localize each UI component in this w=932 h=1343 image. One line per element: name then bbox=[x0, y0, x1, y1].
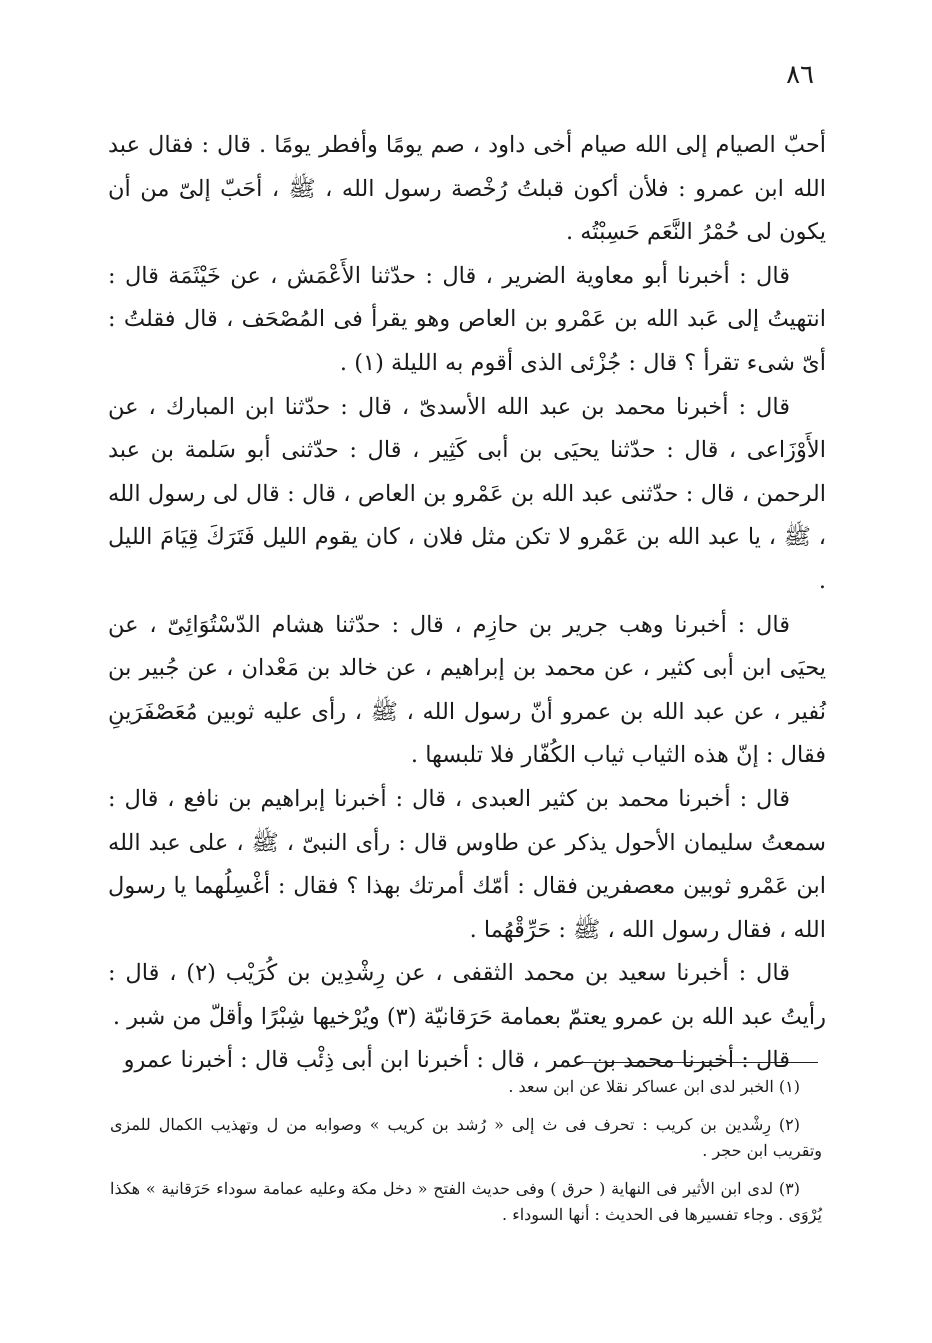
footnote: (٢) رِشْدين بن كريب : تحرف فى ث إلى « رُشد بن كريب » وصوابه من ل وتهذيب الكمال للمزى وتقريب ابن حجر . bbox=[110, 1115, 822, 1160]
paragraph: قال : أخبرنا محمد بن كثير العبدى ، قال : أخبرنا إبراهيم بن نافع ، قال : سمعتُ سليمان الأحول يذكر عن طاوس قال : رأى النبىّ ، ﷺ ، على عبد الله ابن عَمْرو ثوبين معصفرين فقال : أمّك أمرتك بهذا ؟ فقال : أغْسِلُهما يا رسول الله ، فقال رسول الله ، ﷺ : حَرِّقْهُما . bbox=[108, 785, 826, 943]
page-number: ٨٦ bbox=[786, 60, 814, 90]
paragraph: أحبّ الصيام إلى الله صيام أخى داود ، صم يومًا وأفطر يومًا . قال : فقال عبد الله ابن عمرو : فلأن أكون قبلتُ رُخْصة رسول الله ، ﷺ ، أحَبّ إلىّ من أن يكون لى حُمْرُ النَّعَم حَسِبْتُه . bbox=[108, 132, 826, 246]
paragraph: قال : أخبرنا محمد بن عمر ، قال : أخبرنا ابن أبى ذِئْب قال : أخبرنا عمرو bbox=[123, 1047, 790, 1074]
paragraph: قال : أخبرنا وهب جرير بن حازِم ، قال : حدّثنا هشام الدّسْتُوَائِىّ ، عن يحيَى ابن أبى كثير ، عن محمد بن إبراهيم ، عن خالد بن مَعْدان ، عن جُبير بن نُفير ، عن عبد الله بن عمرو أنّ رسول الله ، ﷺ ، رأى عليه ثوبين مُعَصْفَرَينِ فقال : إنّ هذه الثياب ثياب الكُفّار فلا تلبسها . bbox=[108, 611, 826, 769]
paragraph: قال : أخبرنا أبو معاوية الضرير ، قال : حدّثنا الأَعْمَش ، عن خَيْثَمَة قال : انتهيتُ إلى عَبد الله بن عَمْرو بن العاص وهو يقرأ فى المُصْحَف ، قال فقلتُ : أىّ شىء تقرأ ؟ قال : جُزْئى الذى أقوم به الليلة (١) . bbox=[108, 262, 826, 376]
footnote-separator bbox=[578, 1062, 818, 1063]
paragraph: قال : أخبرنا سعيد بن محمد الثقفى ، عن رِشْدِين بن كُرَيْب (٢) ، قال : رأيتُ عبد الله بن عمرو يعتمّ بعمامة حَرَقانيّة (٣) ويُرْخيها شِبْرًا وأقلّ من شبر . bbox=[108, 960, 826, 1030]
footnote: (٣) لدى ابن الأثير فى النهاية ( حرق ) وفى حديث الفتح « دخل مكة وعليه عمامة سوداء حَرَقانية » هكذا يُرْوَى . وجاء تفسيرها فى الحديث : أنها السوداء . bbox=[110, 1179, 822, 1224]
footnotes bbox=[110, 1074, 822, 1240]
main-text bbox=[108, 124, 826, 1083]
paragraph: قال : أخبرنا محمد بن عبد الله الأسدىّ ، قال : حدّثنا ابن المبارك ، عن الأَوْزَاعى ، قال : حدّثنا يحيَى بن أبى كَثِير ، قال : حدّثنى أبو سَلمة بن عبد الرحمن ، قال : حدّثنى عبد الله بن عَمْرو بن العاص ، قال : قال لى رسول الله ، ﷺ ، يا عبد الله بن عَمْرو لا تكن مثل فلان ، كان يقوم الليل فَتَرَكَ قِيَامَ الليل . bbox=[108, 393, 826, 594]
footnote: (١) الخبر لدى ابن عساكر نقلا عن ابن سعد . bbox=[508, 1077, 800, 1096]
